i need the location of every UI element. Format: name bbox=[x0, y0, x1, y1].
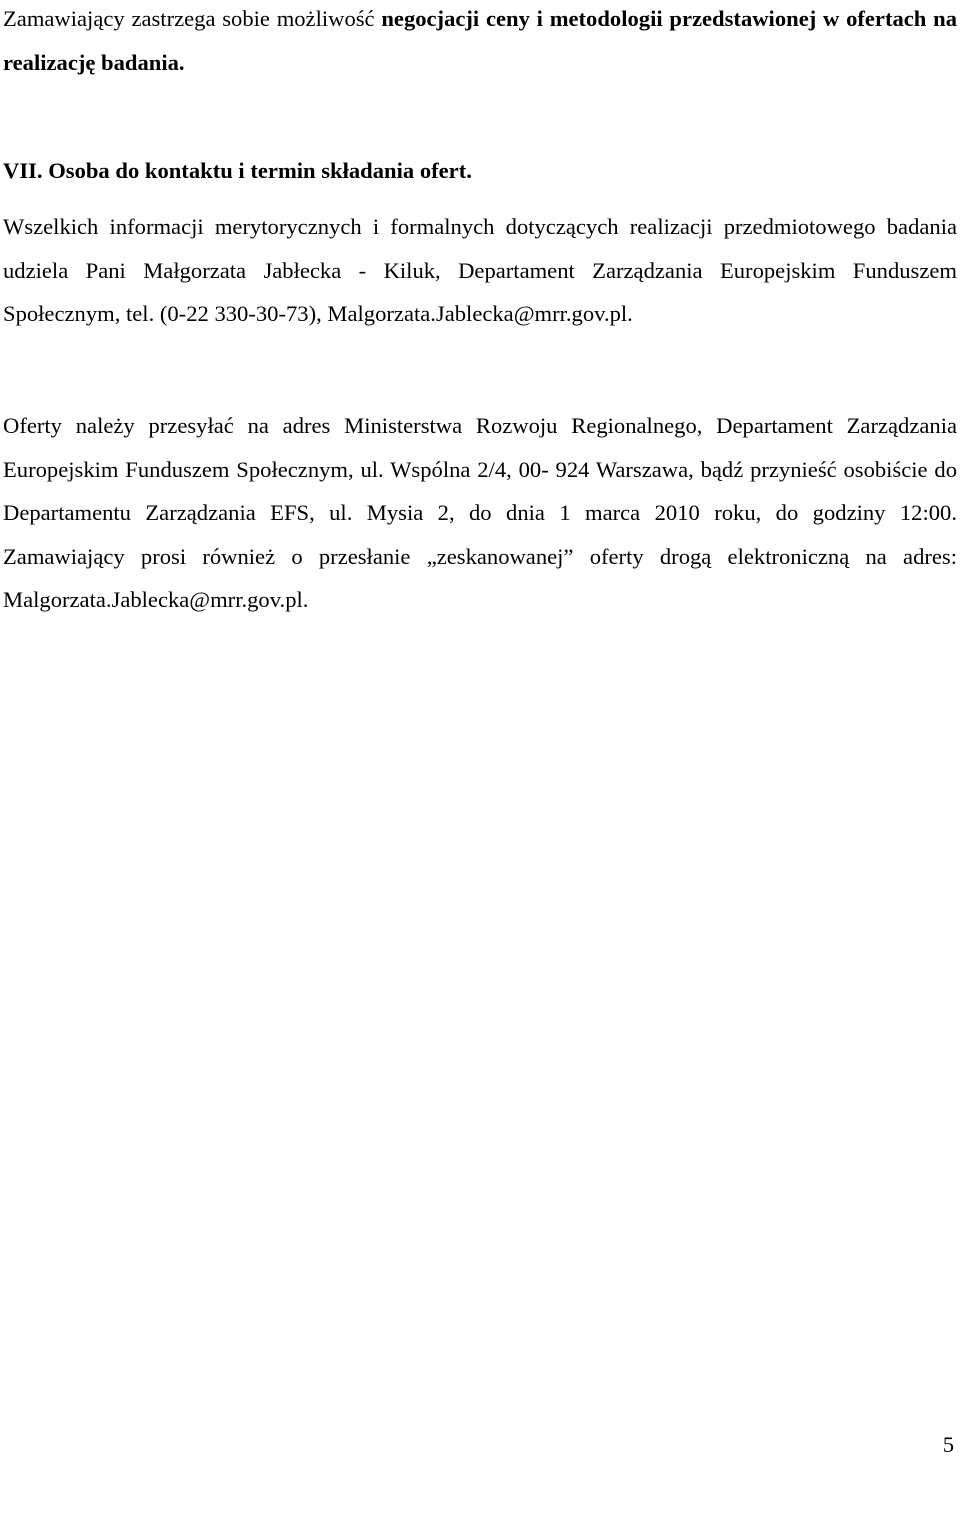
section-heading: VII. Osoba do kontaktu i termin składania ofert. bbox=[3, 158, 472, 183]
page-number: 5 bbox=[942, 1432, 954, 1457]
paragraph-offer-submission: Oferty należy przesyłać na adres Ministerstwa Rozwoju Regionalnego, Departament Zarządzania Europejskim Funduszem Społecznym, ul. Wspólna 2/4, 00- 924 Warszawa, bądź przynieść osobiście do Departamentu Zarządzania EFS, ul. Mysia 2, do dnia 1 marca 2010 roku, do godziny 12:00. Zamawiający prosi również o przesłanie „zeskanowanej” oferty drogą elektroniczną na adres: Malgorzata.Jablecka@mrr.gov.pl. bbox=[3, 413, 957, 613]
paragraph-negotiation-bold-text: negocjacji ceny i metodologii przedstawionej w ofertach na realizację badania. bbox=[3, 6, 957, 75]
paragraph-negotiation-text: Zamawiający zastrzega sobie możliwość bbox=[3, 6, 382, 31]
paragraph-negotiation bbox=[3, 0, 957, 84]
paragraph-contact-info: Wszelkich informacji merytorycznych i formalnych dotyczących realizacji przedmiotowego badania udziela Pani Małgorzata Jabłecka - Kiluk, Departament Zarządzania Europejskim Funduszem Społecznym, tel. (0-22 330-30-73), Malgorzata.Jablecka@mrr.gov.pl. bbox=[3, 214, 957, 327]
